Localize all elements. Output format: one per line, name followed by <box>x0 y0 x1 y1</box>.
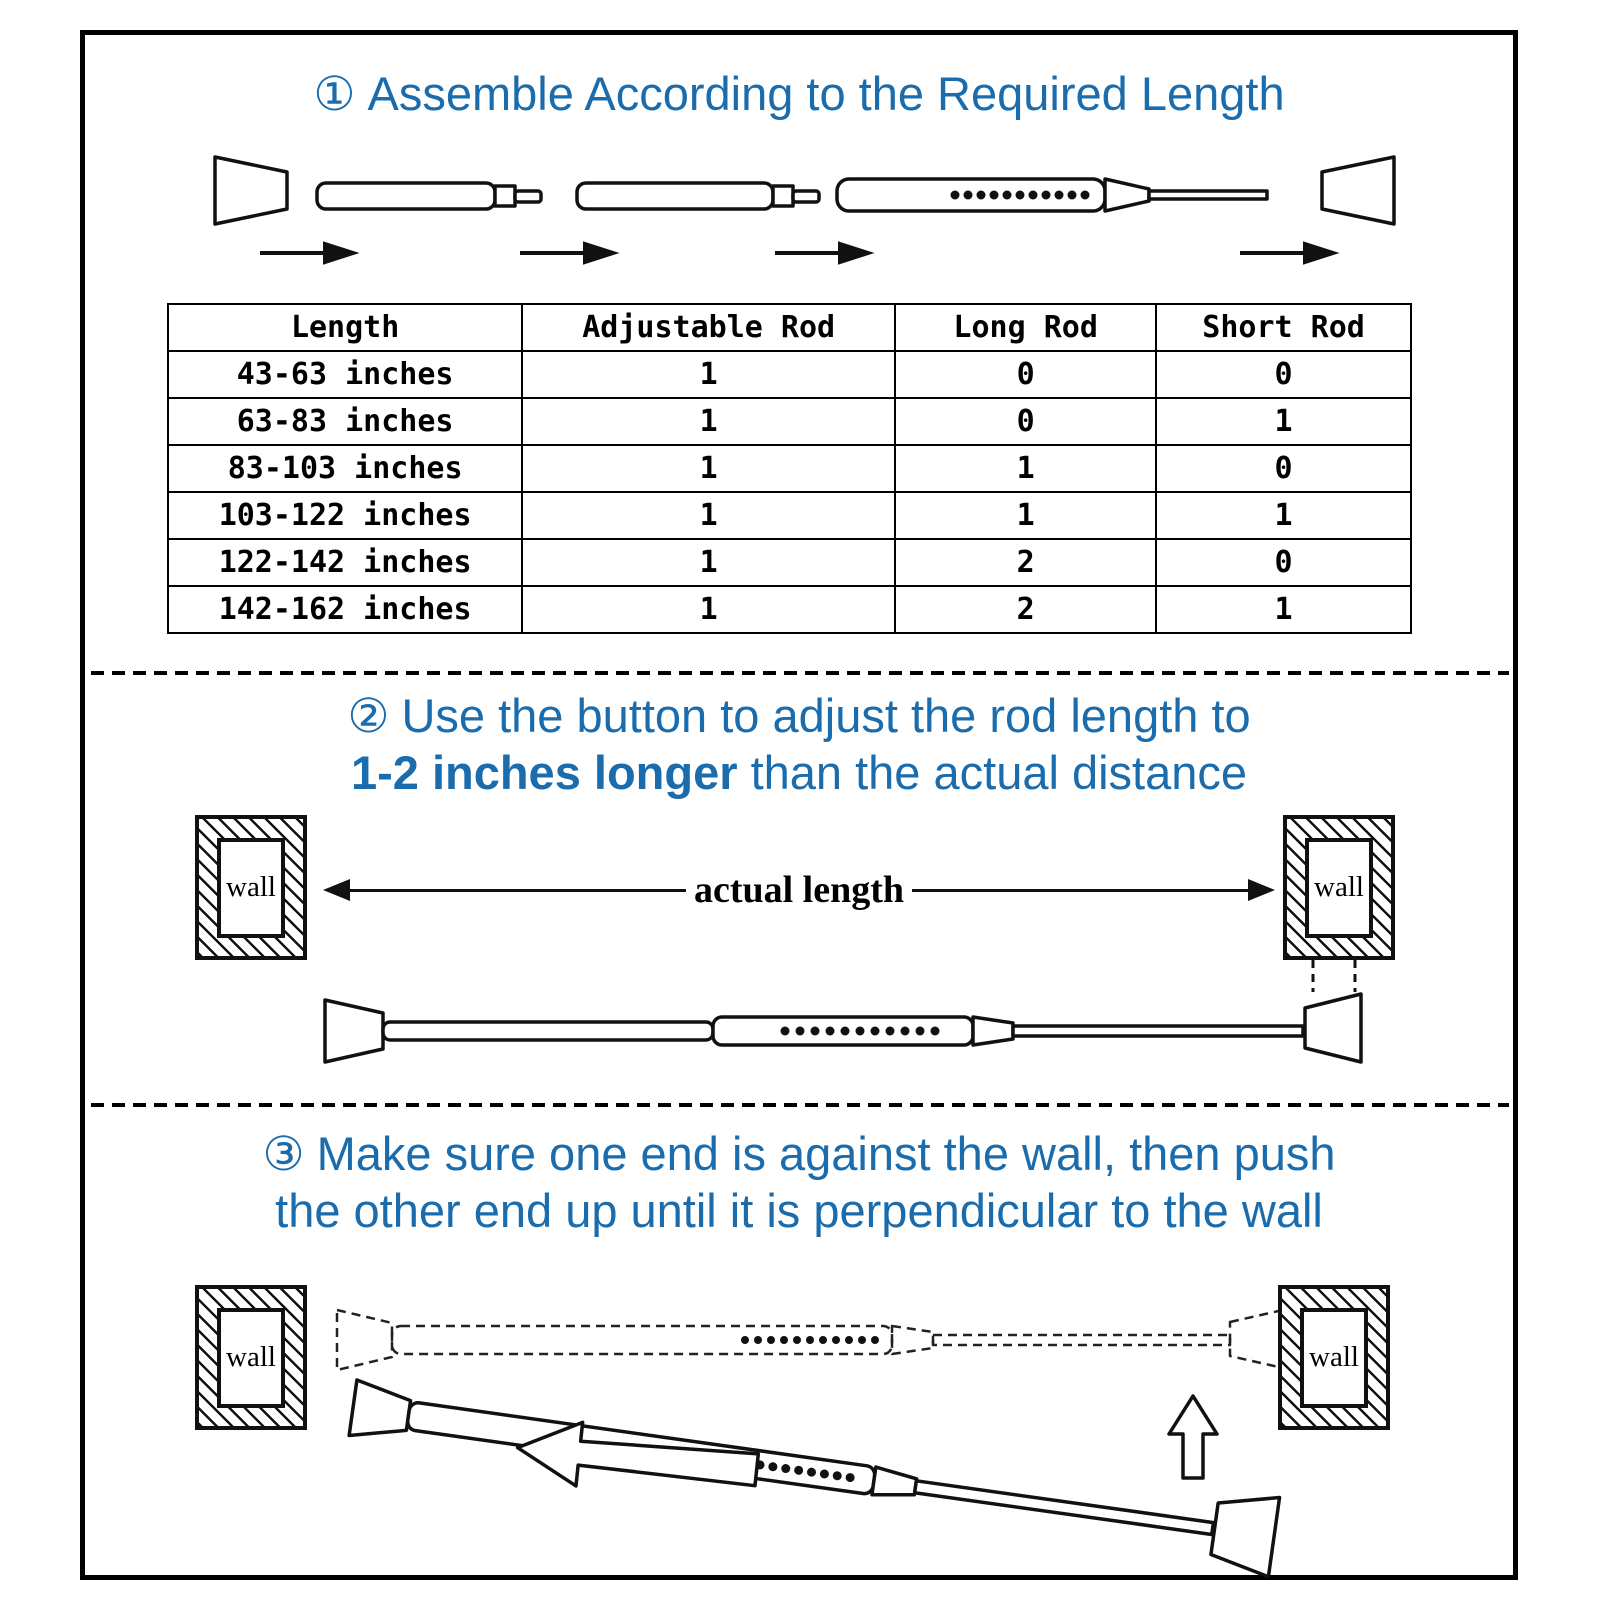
adjustable-rod-segment <box>317 183 541 209</box>
dashed-divider-1 <box>91 671 1509 675</box>
cell-long: 0 <box>895 351 1156 398</box>
section3-line2 <box>85 1182 1513 1239</box>
table-row <box>168 445 1411 492</box>
arrow-line-right <box>912 889 1248 892</box>
length-parts-table <box>167 303 1412 634</box>
cell-long: 0 <box>895 398 1156 445</box>
wall-left-s2-label: wall <box>217 838 285 938</box>
arrow-head-left-icon <box>323 879 350 901</box>
step-1-badge: ① <box>313 67 356 120</box>
cell-long: 2 <box>895 586 1156 633</box>
outer-border-frame <box>80 30 1518 1580</box>
cell-adjustable: 1 <box>522 445 895 492</box>
cell-length: 142-162 inches <box>168 586 522 633</box>
col-header-length: Length <box>168 304 522 351</box>
cell-adjustable: 1 <box>522 398 895 445</box>
cell-length: 83-103 inches <box>168 445 522 492</box>
table-header-row <box>168 304 1411 351</box>
section2-line2-bold: 1-2 inches longer <box>350 746 738 799</box>
wall-right-s2 <box>1283 815 1395 960</box>
final-position-holes <box>741 1336 879 1344</box>
table-row <box>168 586 1411 633</box>
rod-parts-diagram <box>85 147 1512 279</box>
section2-line1 <box>85 687 1513 744</box>
cell-short: 0 <box>1156 539 1411 586</box>
cell-short: 1 <box>1156 492 1411 539</box>
rod-end-cap-left <box>325 1000 383 1062</box>
push-up-arrow-icon <box>1169 1396 1217 1478</box>
section2-line2-rest: than the actual distance <box>737 746 1248 799</box>
col-header-long-rod: Long Rod <box>895 304 1156 351</box>
step-3-badge: ③ <box>262 1127 305 1180</box>
section3-line2-text: the other end up until it is perpendicular to the wall <box>275 1184 1323 1237</box>
section3-line1-text: Make sure one end is against the wall, then push <box>316 1127 1336 1180</box>
step-2-badge: ② <box>347 689 390 742</box>
section2-line2 <box>85 744 1513 801</box>
adjusted-rod-diagram <box>85 960 1512 1085</box>
cell-short: 1 <box>1156 398 1411 445</box>
cell-length: 122-142 inches <box>168 539 522 586</box>
table-row <box>168 398 1411 445</box>
wall-right-s3-label: wall <box>1300 1308 1368 1408</box>
cell-length: 103-122 inches <box>168 492 522 539</box>
section2-line1-text: Use the button to adjust the rod length to <box>401 689 1251 742</box>
section3-heading <box>85 1125 1513 1239</box>
table-row <box>168 351 1411 398</box>
wall-right-s3 <box>1278 1285 1390 1430</box>
wall-right-s2-label: wall <box>1305 838 1373 938</box>
table-row <box>168 539 1411 586</box>
rod-tilted <box>347 1368 1279 1577</box>
cell-short: 1 <box>1156 586 1411 633</box>
long-rod-segment <box>577 183 819 209</box>
wall-left-s2 <box>195 815 307 960</box>
end-cap-right <box>1322 157 1394 224</box>
wall-left-s3-label: wall <box>217 1308 285 1408</box>
cell-length: 43-63 inches <box>168 351 522 398</box>
arrow-line-left <box>350 889 686 892</box>
cell-short: 0 <box>1156 351 1411 398</box>
cell-short: 0 <box>1156 445 1411 492</box>
actual-length-label: actual length <box>693 869 905 911</box>
wall-drop-dashes <box>1313 960 1355 992</box>
cell-length: 63-83 inches <box>168 398 522 445</box>
cell-adjustable: 1 <box>522 492 895 539</box>
cell-adjustable: 1 <box>522 539 895 586</box>
actual-length-arrow <box>323 869 1275 911</box>
section3-line1 <box>85 1125 1513 1182</box>
section1-heading <box>85 65 1513 122</box>
cell-long: 1 <box>895 445 1156 492</box>
cell-long: 1 <box>895 492 1156 539</box>
button-rod-segment <box>837 179 1267 211</box>
dashed-divider-2 <box>91 1103 1509 1107</box>
assembly-arrows <box>260 244 1333 262</box>
wall-left-s3 <box>195 1285 307 1430</box>
arrow-head-right-icon <box>1248 879 1275 901</box>
cell-adjustable: 1 <box>522 586 895 633</box>
table-row <box>168 492 1411 539</box>
rod-end-cap-right <box>1305 994 1361 1062</box>
col-header-short-rod: Short Rod <box>1156 304 1411 351</box>
cell-long: 2 <box>895 539 1156 586</box>
cell-adjustable: 1 <box>522 351 895 398</box>
end-cap-left <box>215 157 287 224</box>
section2-heading <box>85 687 1513 801</box>
col-header-adjustable-rod: Adjustable Rod <box>522 304 895 351</box>
section1-title-text: Assemble According to the Required Length <box>367 67 1285 120</box>
